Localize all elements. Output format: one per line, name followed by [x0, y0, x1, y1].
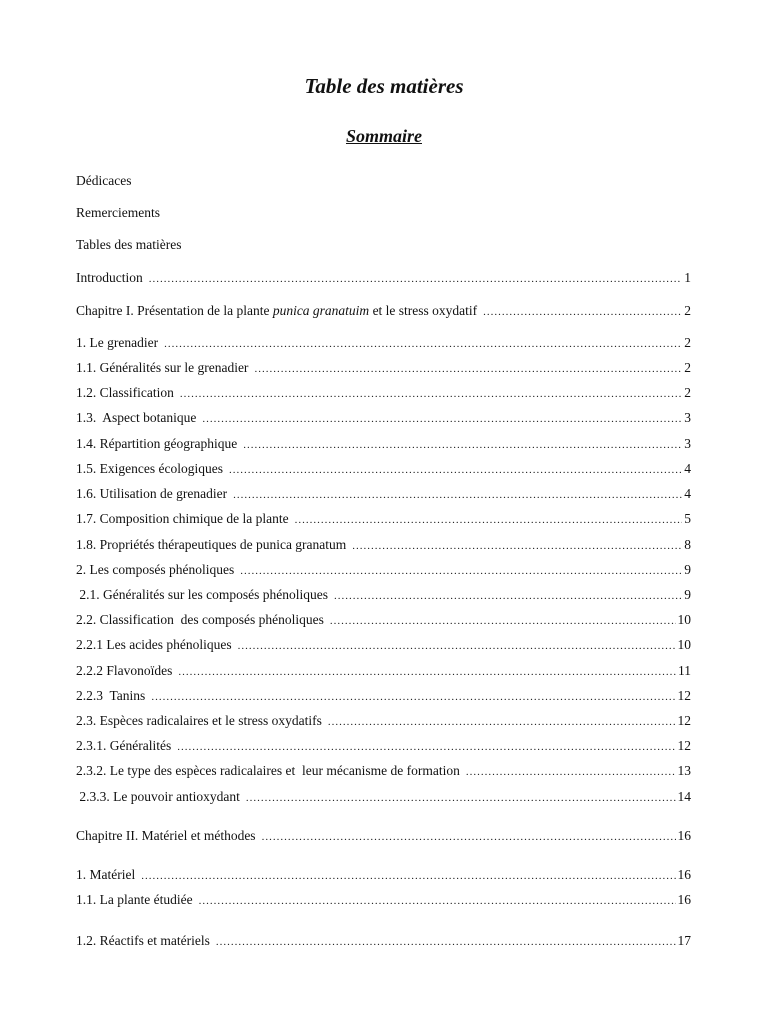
toc-entry — [76, 827, 691, 845]
toc-entry-page: 12 — [677, 688, 691, 703]
toc-entry — [76, 636, 691, 654]
toc-entry — [76, 788, 691, 806]
toc-entry — [76, 485, 691, 503]
toc-entry — [76, 561, 691, 579]
page-title: Table des matières — [304, 74, 464, 98]
toc-entry-label: 2.3. Espèces radicalaires et le stress oxydatifs — [76, 713, 322, 728]
toc-entry-label: 2.2.1 Les acides phénoliques — [76, 637, 232, 652]
toc-entry-page: 10 — [677, 637, 691, 652]
toc-dot-leader — [334, 587, 682, 605]
toc-entry-label: 1. Le grenadier — [76, 335, 159, 350]
toc-entry — [76, 891, 691, 909]
toc-entry-page: 10 — [677, 612, 691, 627]
toc-entry-page: 14 — [677, 789, 691, 804]
toc-dot-leader — [178, 663, 676, 681]
toc-dot-leader — [466, 763, 676, 781]
toc-entry-label: 2.2.3 Tanins — [76, 688, 146, 703]
toc-dot-leader — [177, 738, 675, 756]
toc-dot-leader — [246, 789, 676, 807]
toc-entry-page: 11 — [678, 663, 691, 678]
toc-entry — [76, 611, 691, 629]
toc-entry — [76, 359, 691, 377]
toc-entry-page: 13 — [677, 763, 691, 778]
toc-entry-label — [76, 302, 477, 320]
toc-entry-label: 1. Matériel — [76, 867, 136, 882]
toc-entry-label: 1.1. Généralités sur le grenadier — [76, 360, 249, 375]
toc-entry-label: 1.1. La plante étudiée — [76, 892, 193, 907]
toc-entry-label: 1.4. Répartition géographique — [76, 436, 238, 451]
toc-dot-leader — [216, 933, 676, 951]
toc-entry-page: 9 — [684, 562, 691, 577]
toc-entry — [76, 687, 691, 705]
toc-entry — [76, 460, 691, 478]
toc-entry — [76, 737, 691, 755]
toc-entry — [76, 762, 691, 780]
toc-entry-label: 1.6. Utilisation de grenadier — [76, 486, 228, 501]
toc-entry-label: 2.3.1. Généralités — [76, 738, 172, 753]
toc-entry-label: 2. Les composés phénoliques — [76, 562, 235, 577]
toc-dot-leader — [238, 637, 676, 655]
toc-entry-page: 16 — [677, 828, 691, 843]
toc-dot-leader — [180, 385, 682, 403]
toc-entry-label: 1.5. Exigences écologiques — [76, 461, 223, 476]
toc-entry-label-part: Chapitre I. Présentation de la plante — [76, 303, 273, 318]
toc-entry-label: Introduction — [76, 270, 143, 285]
page-subtitle: Sommaire — [345, 126, 422, 146]
toc-entry — [76, 712, 691, 730]
toc-dot-leader — [164, 335, 682, 353]
toc-entry — [76, 932, 691, 950]
toc-entry-page: 2 — [684, 335, 691, 350]
toc-entry-label: 1.2. Réactifs et matériels — [76, 933, 210, 948]
toc-dot-leader — [149, 270, 683, 288]
toc-entry-page: 9 — [684, 587, 691, 602]
toc-entry — [76, 586, 691, 604]
toc-entry-label: 2.2.2 Flavonoïdes — [76, 663, 173, 678]
toc-entry — [76, 435, 691, 453]
toc-entry-label: 2.2. Classification des composés phénoliques — [76, 612, 324, 627]
toc-dot-leader — [199, 892, 676, 910]
toc-entry-label: 2.3.2. Le type des espèces radicalaires et leur mécanisme de formation — [76, 763, 460, 778]
toc-entry-label: 1.3. Aspect botanique — [76, 410, 197, 425]
front-matter-item: Remerciements — [76, 205, 160, 220]
toc-entry-page: 5 — [684, 511, 691, 526]
toc-entry — [76, 510, 691, 528]
toc-entry — [76, 662, 691, 680]
toc-entry-label: 1.8. Propriétés thérapeutiques de punica granatum — [76, 537, 347, 552]
toc-dot-leader — [240, 562, 682, 580]
toc-entry-label-italic: punica granatuim — [272, 303, 370, 318]
toc-entry-page: 12 — [677, 738, 691, 753]
toc-entry-page: 2 — [684, 385, 691, 400]
toc-entry — [76, 409, 691, 427]
toc-dot-leader — [202, 410, 682, 428]
toc-entry-page: 1 — [684, 270, 691, 285]
toc-entry — [76, 302, 691, 320]
toc-dot-leader — [254, 360, 682, 378]
toc-entry-label-part: et le stress oxydatif — [369, 303, 478, 318]
toc-entry — [76, 269, 691, 287]
toc-dot-leader — [483, 303, 682, 321]
toc-dot-leader — [330, 612, 676, 630]
toc-entry-page: 12 — [677, 713, 691, 728]
toc-entry-page: 4 — [684, 486, 691, 501]
toc-dot-leader — [295, 511, 683, 529]
toc-entry-label: 2.3.3. Le pouvoir antioxydant — [76, 789, 240, 804]
toc-entry-page: 3 — [684, 410, 691, 425]
toc-entry — [76, 384, 691, 402]
toc-entry-page: 2 — [684, 360, 691, 375]
toc-dot-leader — [141, 867, 675, 885]
toc-entry-page: 16 — [677, 867, 691, 882]
toc-dot-leader — [262, 828, 676, 846]
toc-entry-label: Chapitre II. Matériel et méthodes — [76, 828, 256, 843]
toc-entry-label: 1.2. Classification — [76, 385, 174, 400]
toc-dot-leader — [229, 461, 682, 479]
toc-entry-page: 8 — [684, 537, 691, 552]
toc-entry-page: 16 — [677, 892, 691, 907]
toc-entry — [76, 334, 691, 352]
toc-dot-leader — [328, 713, 676, 731]
toc-entry-page: 2 — [684, 303, 691, 318]
toc-entry-page: 3 — [684, 436, 691, 451]
toc-entry — [76, 866, 691, 884]
front-matter-item: Dédicaces — [76, 173, 132, 188]
toc-dot-leader — [151, 688, 675, 706]
toc-entry-label: 1.7. Composition chimique de la plante — [76, 511, 289, 526]
toc-entry-label: 2.1. Généralités sur les composés phénoliques — [76, 587, 328, 602]
front-matter-item: Tables des matières — [76, 237, 182, 252]
toc-entry-page: 4 — [684, 461, 691, 476]
toc-entry-page: 17 — [677, 933, 691, 948]
toc-entry — [76, 536, 691, 554]
toc-dot-leader — [233, 486, 682, 504]
toc-dot-leader — [243, 436, 682, 454]
toc-dot-leader — [352, 537, 682, 555]
